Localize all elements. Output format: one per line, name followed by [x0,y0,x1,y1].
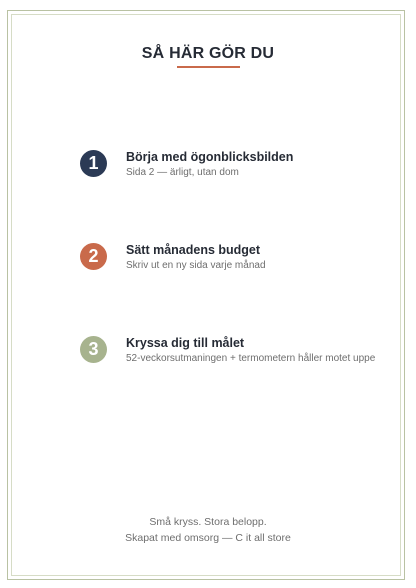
step-heading: Börja med ögonblicksbilden [126,150,294,164]
step-1 [80,150,400,180]
step-number-badge: 3 [80,336,107,363]
step-description: Skriv ut en ny sida varje månad [126,260,266,271]
step-number-badge: 1 [80,150,107,177]
footer-credit: Skapat med omsorg — C it all store [125,532,291,544]
step-description: Sida 2 — ärligt, utan dom [126,167,239,178]
title-underline [177,66,240,68]
step-3 [80,336,400,366]
step-number-badge: 2 [80,243,107,270]
footer-tagline: Små kryss. Stora belopp. [149,516,267,528]
step-2 [80,243,400,273]
step-description: 52-veckorsutmaningen + termometern håller motet uppe [126,353,376,364]
step-heading: Kryssa dig till målet [126,336,245,350]
step-heading: Sätt månadens budget [126,243,261,257]
page-border-inner [11,14,401,576]
page-title: SÅ HÄR GÖR DU [141,45,275,62]
